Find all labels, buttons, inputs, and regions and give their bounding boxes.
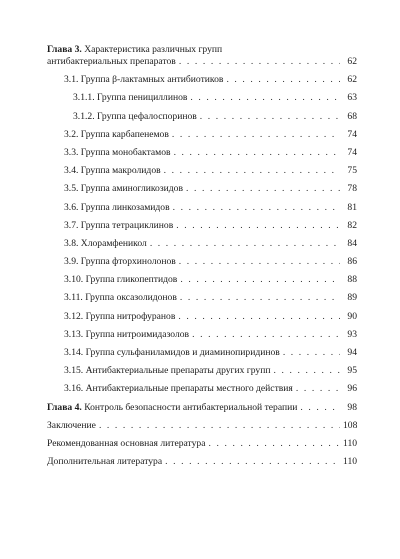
leader-dots bbox=[190, 92, 340, 104]
entry-title: 3.8. Хлорамфеникол bbox=[64, 237, 147, 249]
leader-dots bbox=[273, 365, 340, 377]
page-number: 89 bbox=[347, 292, 357, 304]
leader-dots bbox=[180, 274, 340, 286]
leader-dots bbox=[186, 183, 340, 195]
entry-title: Дополнительная литература bbox=[47, 456, 163, 468]
entry-title: 3.13. Группа нитроимидазолов bbox=[64, 328, 190, 340]
page-number: 62 bbox=[347, 74, 357, 86]
toc-entry bbox=[47, 311, 357, 323]
entry-title: Рекомендованная основная литература bbox=[47, 437, 206, 449]
toc-chapter-4 bbox=[47, 402, 357, 414]
toc-back-matter-entry bbox=[47, 438, 357, 450]
toc-entry bbox=[47, 347, 357, 359]
entry-title: Заключение bbox=[47, 419, 96, 431]
toc-entry bbox=[47, 365, 357, 377]
leader-dots bbox=[179, 256, 340, 268]
entry-title: 3.12. Группа нитрофуранов bbox=[64, 310, 176, 322]
toc-entry bbox=[47, 74, 357, 86]
toc-chapter-3 bbox=[47, 56, 357, 68]
page-number: 95 bbox=[347, 365, 357, 377]
chapter-3-label: Глава 3. bbox=[47, 44, 82, 55]
entry-title: 3.11. Группа оксазолидонов bbox=[64, 292, 177, 304]
leader-dots bbox=[208, 438, 340, 450]
toc-entry bbox=[47, 92, 357, 104]
toc-entry bbox=[47, 274, 357, 286]
leader-dots bbox=[192, 329, 340, 341]
leader-dots bbox=[180, 292, 340, 304]
entry-title: 3.4. Группа макролидов bbox=[64, 165, 161, 177]
toc-chapter-3-heading bbox=[47, 44, 357, 56]
leader-dots bbox=[172, 129, 340, 141]
leader-dots bbox=[150, 238, 340, 250]
leader-dots bbox=[164, 165, 340, 177]
toc-entry bbox=[47, 256, 357, 268]
toc-entry bbox=[47, 183, 357, 195]
toc-entry bbox=[47, 220, 357, 232]
page-number: 108 bbox=[343, 419, 358, 431]
page-number: 74 bbox=[347, 146, 357, 158]
leader-dots bbox=[99, 420, 340, 432]
entry-title: 3.2. Группа карбапенемов bbox=[64, 128, 169, 140]
leader-dots bbox=[296, 383, 340, 395]
chapter-3-title-line2: антибактериальных препаратов bbox=[47, 56, 176, 67]
leader-dots bbox=[178, 311, 340, 323]
chapter-3-title-line1: Характеристика различных групп bbox=[84, 44, 223, 55]
toc-entry bbox=[47, 238, 357, 250]
toc-entry bbox=[47, 329, 357, 341]
entry-title: 3.9. Группа фторхинолонов bbox=[64, 256, 176, 268]
toc-back-matter-entry bbox=[47, 420, 357, 432]
toc-entry bbox=[47, 129, 357, 141]
page-number: 110 bbox=[343, 456, 358, 468]
leader-dots bbox=[200, 111, 340, 123]
page-number: 78 bbox=[347, 183, 357, 195]
page-number: 81 bbox=[347, 201, 357, 213]
table-of-contents bbox=[47, 44, 357, 474]
leader-dots bbox=[283, 347, 340, 359]
entry-title: 3.15. Антибактериальные препараты других групп bbox=[64, 365, 271, 377]
page-number: 88 bbox=[347, 274, 357, 286]
leader-dots bbox=[165, 456, 340, 468]
entry-title: 3.10. Группа гликопептидов bbox=[64, 274, 178, 286]
leader-dots bbox=[226, 74, 340, 86]
toc-entry bbox=[47, 165, 357, 177]
leader-dots bbox=[174, 147, 340, 159]
chapter-4-label: Глава 4. bbox=[47, 401, 82, 413]
entry-title: 3.1.2. Группа цефалоспоринов bbox=[73, 110, 197, 122]
entry-title: 3.7. Группа тетрациклинов bbox=[64, 219, 174, 231]
page-number: 94 bbox=[347, 347, 357, 358]
page-number: 86 bbox=[347, 256, 357, 268]
leader-dots bbox=[179, 56, 340, 68]
page-number: 82 bbox=[347, 219, 357, 231]
page-number: 93 bbox=[347, 328, 357, 340]
page-number: 110 bbox=[343, 437, 358, 449]
page-number: 75 bbox=[347, 165, 357, 177]
entry-title: 3.3. Группа монобактамов bbox=[64, 146, 171, 158]
page-number: 98 bbox=[347, 401, 357, 413]
leader-dots bbox=[176, 220, 340, 232]
leader-dots bbox=[173, 202, 340, 214]
entry-title: 3.6. Группа линкозамидов bbox=[64, 201, 170, 213]
entry-title: 3.1. Группа β-лактамных антибиотиков bbox=[64, 74, 224, 86]
toc-entry bbox=[47, 111, 357, 123]
chapter-4-title: Контроль безопасности антибактериальной терапии bbox=[84, 401, 298, 413]
entry-title: 3.14. Группа сульфаниламидов и диаминопиридинов bbox=[64, 347, 280, 358]
entry-title: 3.1.1. Группа пенициллинов bbox=[73, 92, 188, 104]
page-number: 74 bbox=[347, 128, 357, 140]
page-number: 90 bbox=[347, 310, 357, 322]
toc-entry bbox=[47, 292, 357, 304]
toc-back-matter-entry bbox=[47, 456, 357, 468]
toc-entry bbox=[47, 383, 357, 395]
entry-title: 3.16. Антибактериальные препараты местного действия bbox=[64, 383, 293, 395]
toc-entry bbox=[47, 147, 357, 159]
page-number: 68 bbox=[347, 110, 357, 122]
page-number: 84 bbox=[347, 237, 357, 249]
page-number: 62 bbox=[347, 56, 357, 67]
leader-dots bbox=[300, 402, 340, 414]
toc-entry bbox=[47, 202, 357, 214]
entry-title: 3.5. Группа аминогликозидов bbox=[64, 183, 183, 195]
page-number: 63 bbox=[347, 92, 357, 104]
page-number: 96 bbox=[347, 383, 357, 395]
